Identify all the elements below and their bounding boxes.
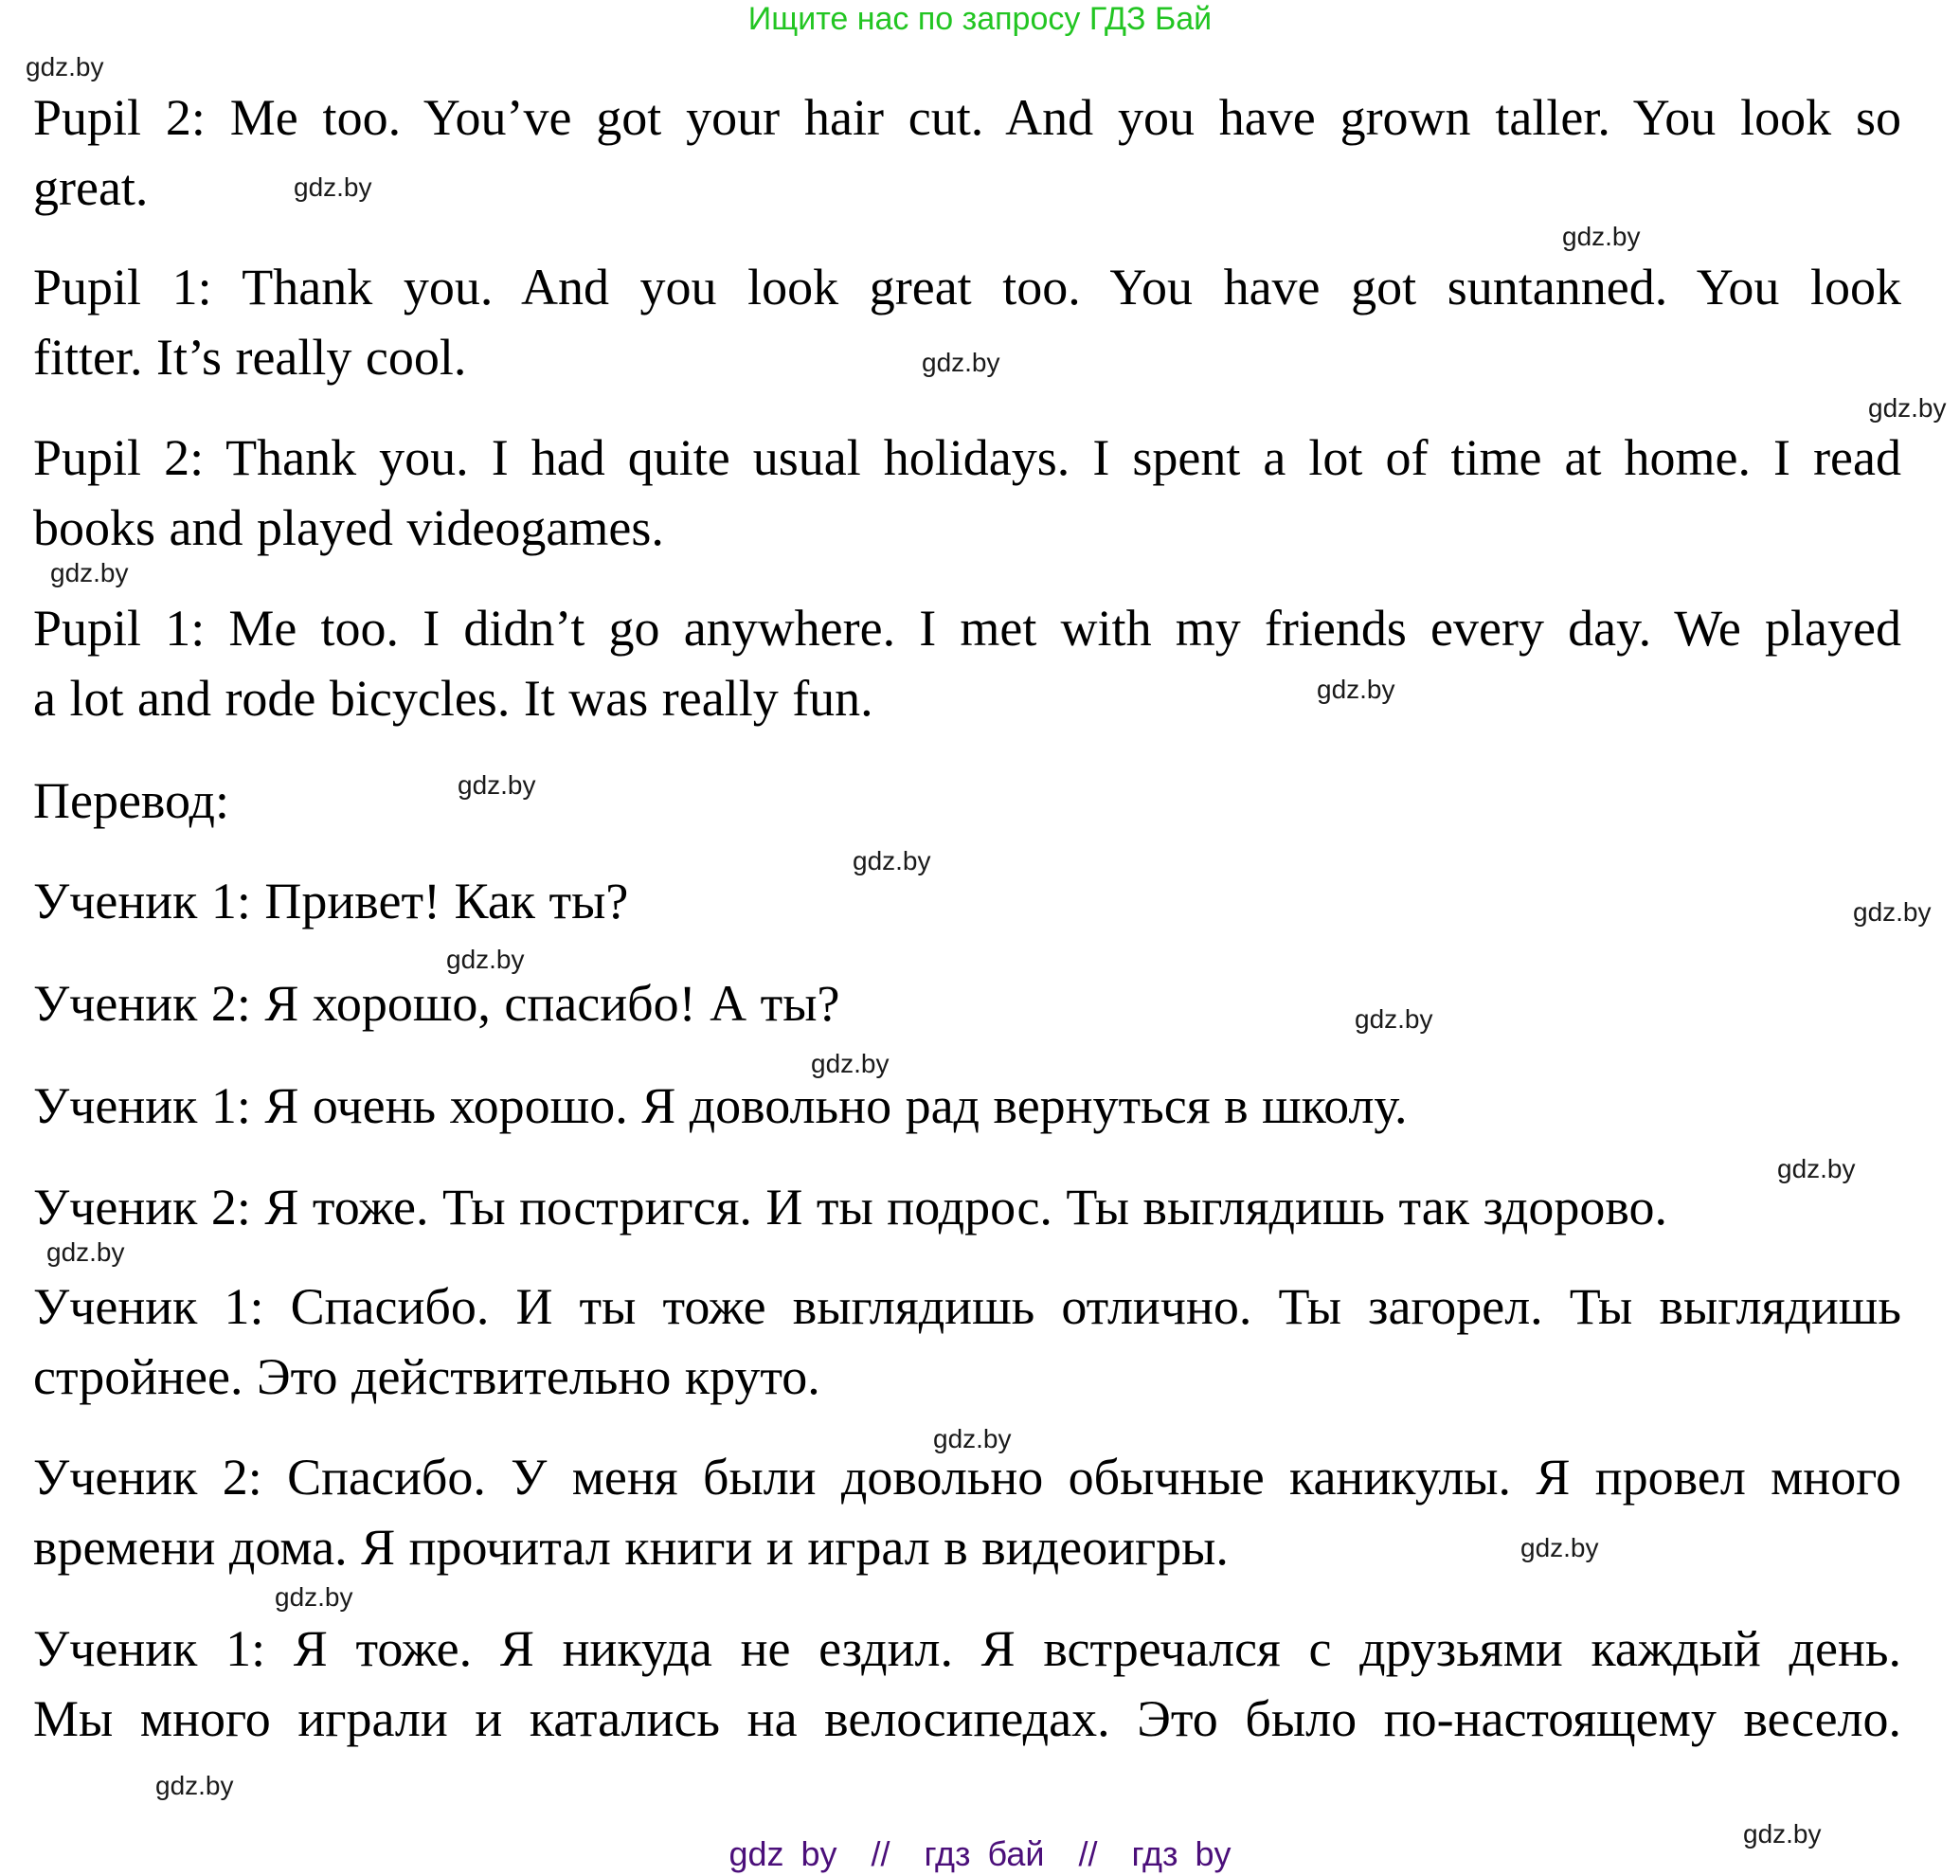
watermark: gdz.by (1777, 1154, 1856, 1183)
watermark: gdz.by (294, 172, 372, 202)
watermark: gdz.by (155, 1771, 234, 1800)
dialogue-line: books and played videogames. (33, 499, 664, 556)
dialogue-ru-6 (33, 1442, 1901, 1582)
watermark: gdz.by (1562, 222, 1641, 251)
dialogue-line: Pupil 2: Thank you. I had quite usual holidays. I spent a lot of time at home. I read (33, 429, 1901, 486)
dialogue-line: fitter. It’s really cool. (33, 329, 467, 386)
translation-heading (33, 766, 1901, 836)
watermark: gdz.by (853, 846, 931, 875)
dialogue-ru-1 (33, 866, 1901, 936)
translation-heading-text: Перевод: (33, 772, 229, 829)
watermark: gdz.by (275, 1582, 353, 1612)
dialogue-line: Ученик 1: Привет! Как ты? (33, 873, 629, 929)
watermark: gdz.by (1743, 1819, 1822, 1849)
dialogue-line: Ученик 2: Я тоже. Ты постригся. И ты подрос. Ты выглядишь так здорово. (33, 1179, 1667, 1236)
dialogue-line: времени дома. Я прочитал книги и играл в видеоигры. (33, 1519, 1229, 1576)
dialogue-line: a lot and rode bicycles. It was really fun. (33, 670, 873, 727)
watermark: gdz.by (922, 348, 1000, 377)
dialogue-ru-5 (33, 1272, 1901, 1412)
watermark: gdz.by (446, 945, 525, 974)
dialogue-line: Pupil 1: Me too. I didn’t go anywhere. I met with my friends every day. We played (33, 600, 1901, 657)
dialogue-line: Мы много играли и катались на велосипедах. Это было по-настоящему весело. (33, 1690, 1901, 1747)
watermark: gdz.by (458, 770, 536, 800)
dialogue-line: Ученик 1: Спасибо. И ты тоже выглядишь отлично. Ты загорел. Ты выглядишь (33, 1278, 1901, 1335)
watermark: gdz.by (1355, 1004, 1433, 1034)
watermark: gdz.by (811, 1049, 890, 1078)
watermark: gdz.by (1520, 1533, 1599, 1562)
dialogue-ru-3 (33, 1071, 1901, 1141)
dialogue-line: Ученик 1: Я тоже. Я никуда не ездил. Я встречался с друзьями каждый день. (33, 1620, 1901, 1677)
dialogue-line: great. (33, 159, 149, 216)
dialogue-line: Pupil 1: Thank you. And you look great too. You have got suntanned. You look (33, 259, 1901, 316)
dialogue-en-4 (33, 593, 1901, 733)
watermark: gdz.by (1868, 393, 1947, 423)
dialogue-line: Pupil 2: Me too. You’ve got your hair cut. And you have grown taller. You look so (33, 89, 1901, 146)
watermark: gdz.by (26, 52, 104, 81)
watermark: gdz.by (46, 1237, 125, 1267)
watermark: gdz.by (50, 558, 129, 587)
dialogue-line: Ученик 2: Я хорошо, спасибо! А ты? (33, 975, 840, 1032)
dialogue-ru-2 (33, 968, 1901, 1038)
dialogue-line: Ученик 2: Спасибо. У меня были довольно обычные каникулы. Я провел много (33, 1449, 1901, 1506)
watermark: gdz.by (933, 1424, 1012, 1453)
watermark: gdz.by (1317, 675, 1395, 704)
dialogue-ru-7 (33, 1614, 1901, 1754)
dialogue-en-3 (33, 423, 1901, 563)
footer-site-links: gdz by // гдз бай // гдз by (728, 1834, 1232, 1873)
dialogue-line: Ученик 1: Я очень хорошо. Я довольно рад вернуться в школу. (33, 1077, 1408, 1134)
dialogue-line: стройнее. Это действительно круто. (33, 1348, 820, 1405)
watermark: gdz.by (1853, 897, 1932, 927)
search-hint-banner: Ищите нас по запросу ГДЗ Бай (747, 1, 1213, 37)
dialogue-ru-4 (33, 1172, 1901, 1242)
